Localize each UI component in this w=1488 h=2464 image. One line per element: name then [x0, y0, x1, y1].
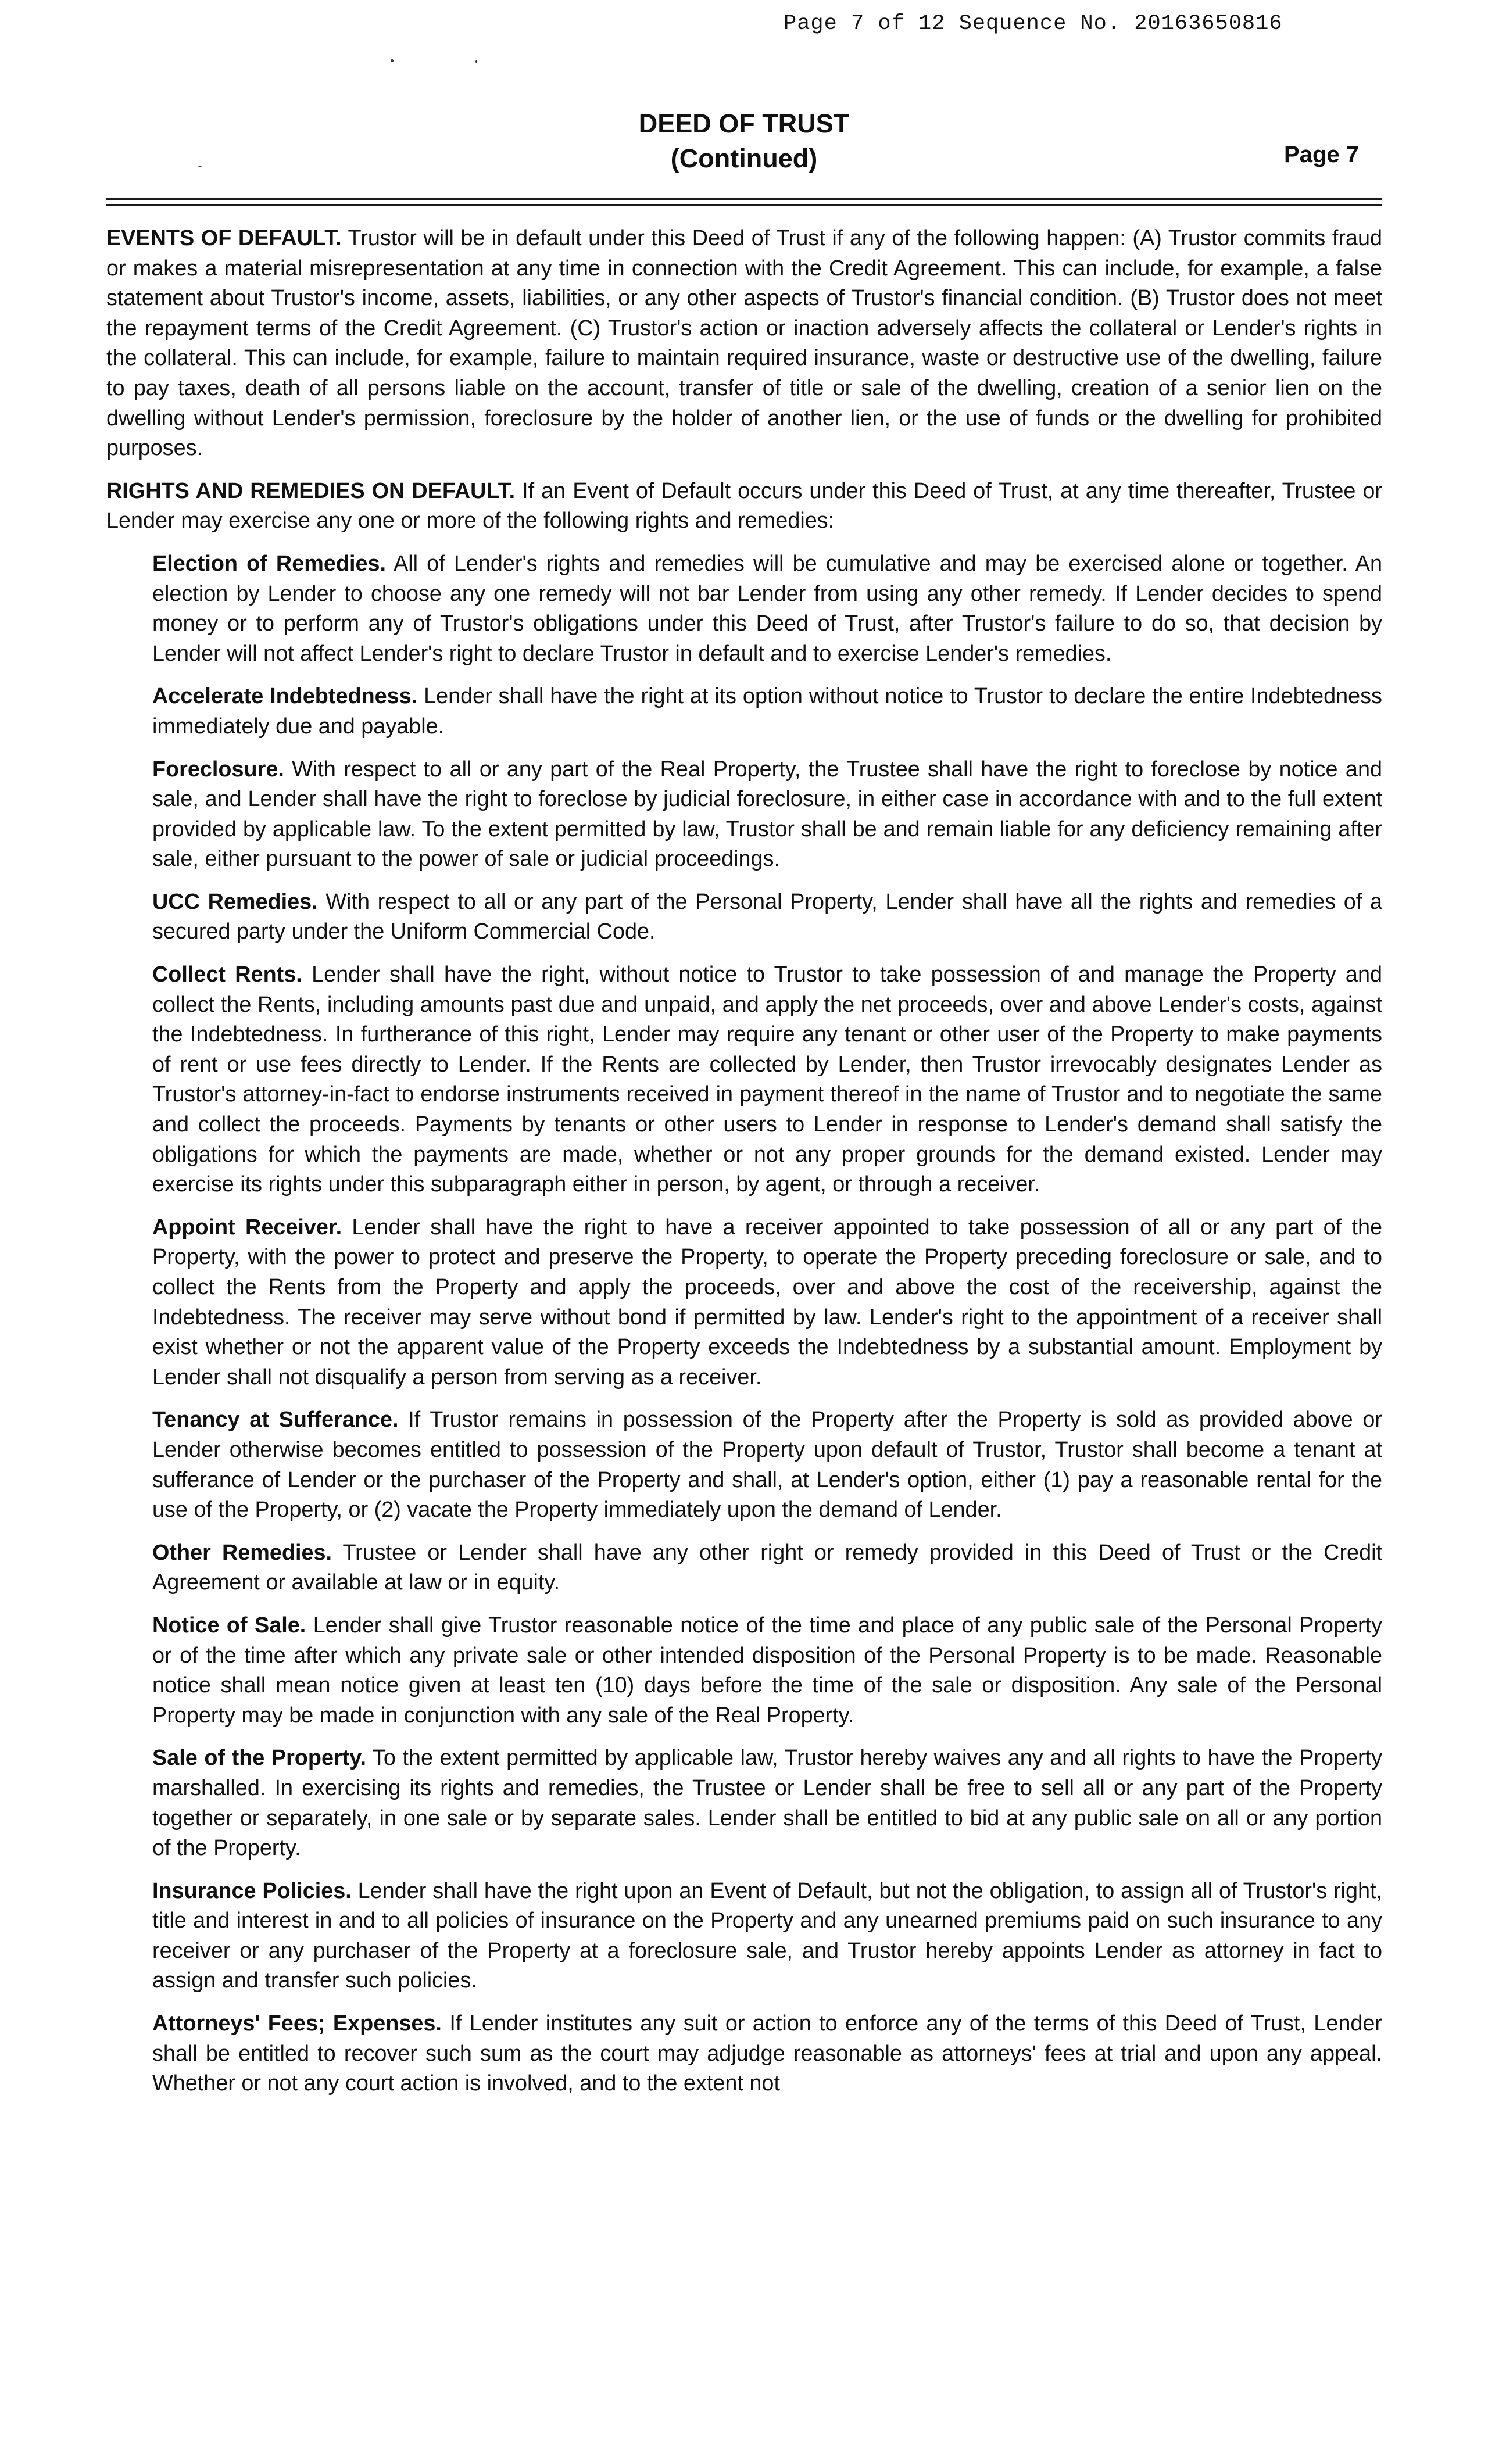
section-accelerate-indebtedness: [152, 682, 1382, 742]
section-text: If an Event of Default occurs under this Deed of Trust, at any time thereafter, Trustee or Lender may exercise any one or more of the following rights and remedies:: [106, 478, 1382, 533]
section-ucc-remedies: [152, 887, 1382, 947]
section-text: Lender shall have the right upon an Event of Default, but not the obligation, to assign all of Trustor's right, title and interest in and to all policies of insurance on the Property and any unearned premiums paid on such insurance to any receiver or any purchaser of the Property at a foreclosure sale, and Trustor hereby appoints Lender as attorney in fact to assign and transfer such policies.: [152, 1878, 1382, 1993]
scan-speck: [391, 59, 394, 62]
section-heading: Insurance Policies.: [152, 1878, 352, 1903]
section-heading: Sale of the Property.: [152, 1746, 367, 1771]
section-insurance-policies: [152, 1876, 1382, 1996]
section-heading: Other Remedies.: [152, 1540, 332, 1565]
section-appoint-receiver: [152, 1213, 1382, 1393]
section-heading: Accelerate Indebtedness.: [152, 684, 418, 709]
section-heading: Attorneys' Fees; Expenses.: [152, 2011, 442, 2036]
section-heading: Foreclosure.: [152, 757, 284, 782]
section-heading: Appoint Receiver.: [152, 1215, 342, 1240]
section-text: Lender shall have the right to have a receiver appointed to take possession of all or any part of the Property, with the power to protect and preserve the Property, to operate the Property preceding foreclosure or sale, and to collect the Rents from the Property and apply the proceeds, over and above the cost of the receivership, against the Indebtedness. The receiver may serve without bond if permitted by law. Lender's right to the appointment of a receiver shall exist whether or not the apparent value of the Property exceeds the Indebtedness by a substantial amount. Employment by Lender shall not disqualify a person from serving as a receiver.: [152, 1215, 1382, 1389]
section-text: Lender shall have the right at its option without notice to Trustor to declare the entire Indebtedness immediately due and payable.: [152, 684, 1382, 739]
sequence-stamp: Page 7 of 12 Sequence No. 20163650816: [784, 12, 1283, 36]
section-sale-of-the-property: [152, 1743, 1382, 1863]
section-text: With respect to all or any part of the Personal Property, Lender shall have all the rights and remedies of a secured party under the Uniform Commercial Code.: [152, 889, 1382, 944]
section-text: If Trustor remains in possession of the Property after the Property is sold as provided above or Lender otherwise becomes entitled to possession of the Property upon default of Trustor, Trustor shall become a tenant at sufferance of Lender or the purchaser of the Property and shall, at Lender's option, either (1) pay a reasonable rental for the use of the Property, or (2) vacate the Property immediately upon the demand of Lender.: [152, 1408, 1382, 1523]
section-text: To the extent permitted by applicable law, Trustor hereby waives any and all rights to have the Property marshalled. In exercising its rights and remedies, the Trustee or Lender shall be free to sell all or any part of the Property together or separately, in one sale or by separate sales. Lender shall be entitled to bid at any public sale on all or any portion of the Property.: [152, 1746, 1382, 1861]
scan-speck: [475, 60, 477, 63]
section-heading: UCC Remedies.: [152, 889, 318, 914]
section-heading: EVENTS OF DEFAULT.: [106, 226, 342, 250]
section-events-of-default: [106, 224, 1382, 464]
section-election-of-remedies: [152, 549, 1382, 669]
section-heading: Election of Remedies.: [152, 551, 387, 576]
section-text: With respect to all or any part of the Real Property, the Trustee shall have the right to foreclose by notice and sale, and Lender shall have the right to foreclose by judicial foreclosure, in either case in accordance with and to the full extent provided by applicable law. To the extent permitted by law, Trustor shall be and remain liable for any deficiency remaining after sale, either pursuant to the power of sale or judicial proceedings.: [152, 757, 1382, 872]
section-other-remedies: [152, 1538, 1382, 1598]
header-rule-bottom: [106, 204, 1382, 206]
section-text: If Lender institutes any suit or action to enforce any of the terms of this Deed of Trust, Lender shall be entitled to recover such sum as the court may adjudge reasonable as attorneys' fees at trial and upon any appeal. Whether or not any court action is involved, and to the extent not: [152, 2011, 1382, 2096]
section-heading: Notice of Sale.: [152, 1613, 306, 1638]
section-heading: Tenancy at Sufferance.: [152, 1408, 399, 1432]
section-text: Trustee or Lender shall have any other right or remedy provided in this Deed of Trust or the Credit Agreement or available at law or in equity.: [152, 1540, 1382, 1595]
header-rule-top: [106, 198, 1382, 200]
document-title-block: [0, 106, 1488, 176]
section-collect-rents: [152, 960, 1382, 1200]
section-attorneys-fees: [152, 2009, 1382, 2099]
document-title: DEED OF TRUST: [638, 109, 850, 138]
section-rights-and-remedies: [106, 477, 1382, 536]
section-foreclosure: [152, 755, 1382, 875]
section-heading: Collect Rents.: [152, 962, 302, 987]
page-label: Page 7: [1284, 142, 1359, 167]
document-subtitle: (Continued): [670, 144, 818, 173]
section-text: Lender shall have the right, without notice to Trustor to take possession of and manage the Property and collect the Rents, including amounts past due and unpaid, and apply the net proceeds, over and above Lender's costs, against the Indebtedness. In furtherance of this right, Lender may require any tenant or other user of the Property to make payments of rent or use fees directly to Lender. If the Rents are collected by Lender, then Trustor irrevocably designates Lender as Trustor's attorney-in-fact to endorse instruments received in payment thereof in the name of Trustor and to negotiate the same and collect the proceeds. Payments by tenants or other users to Lender in response to Lender's demand shall satisfy the obligations for which the payments are made, whether or not any proper grounds for the demand existed. Lender may exercise its rights under this subparagraph either in person, by agent, or through a receiver.: [152, 962, 1382, 1197]
document-body: [106, 224, 1382, 2112]
section-text: Trustor will be in default under this Deed of Trust if any of the following happen: (A) Trustor commits fraud or makes a material misrepresentation at any time in connection with the Credit Agreement. This can include, for example, a false statement about Trustor's income, assets, liabilities, or any other aspects of Trustor's financial condition. (B) Trustor does not meet the repayment terms of the Credit Agreement. (C) Trustor's action or inaction adversely affects the collateral or Lender's rights in the collateral. This can include, for example, failure to maintain required insurance, waste or destructive use of the dwelling, failure to pay taxes, death of all persons liable on the account, transfer of title or sale of the dwelling, creation of a senior lien on the dwelling without Lender's permission, foreclosure by the holder of another lien, or the use of funds or the dwelling for prohibited purposes.: [106, 226, 1382, 461]
section-text: Lender shall give Trustor reasonable notice of the time and place of any public sale of the Personal Property or of the time after which any private sale or other intended disposition of the Personal Property is to be made. Reasonable notice shall mean notice given at least ten (10) days before the time of the sale or disposition. Any sale of the Personal Property may be made in conjunction with any sale of the Real Property.: [152, 1613, 1382, 1728]
section-text: All of Lender's rights and remedies will be cumulative and may be exercised alone or together. An election by Lender to choose any one remedy will not bar Lender from using any other remedy. If Lender decides to spend money or to perform any of Trustor's obligations under this Deed of Trust, after Trustor's failure to do so, that decision by Lender will not affect Lender's right to declare Trustor in default and to exercise Lender's remedies.: [152, 551, 1383, 666]
section-heading: RIGHTS AND REMEDIES ON DEFAULT.: [106, 478, 516, 503]
section-tenancy-at-sufferance: [152, 1405, 1382, 1525]
section-notice-of-sale: [152, 1611, 1382, 1731]
